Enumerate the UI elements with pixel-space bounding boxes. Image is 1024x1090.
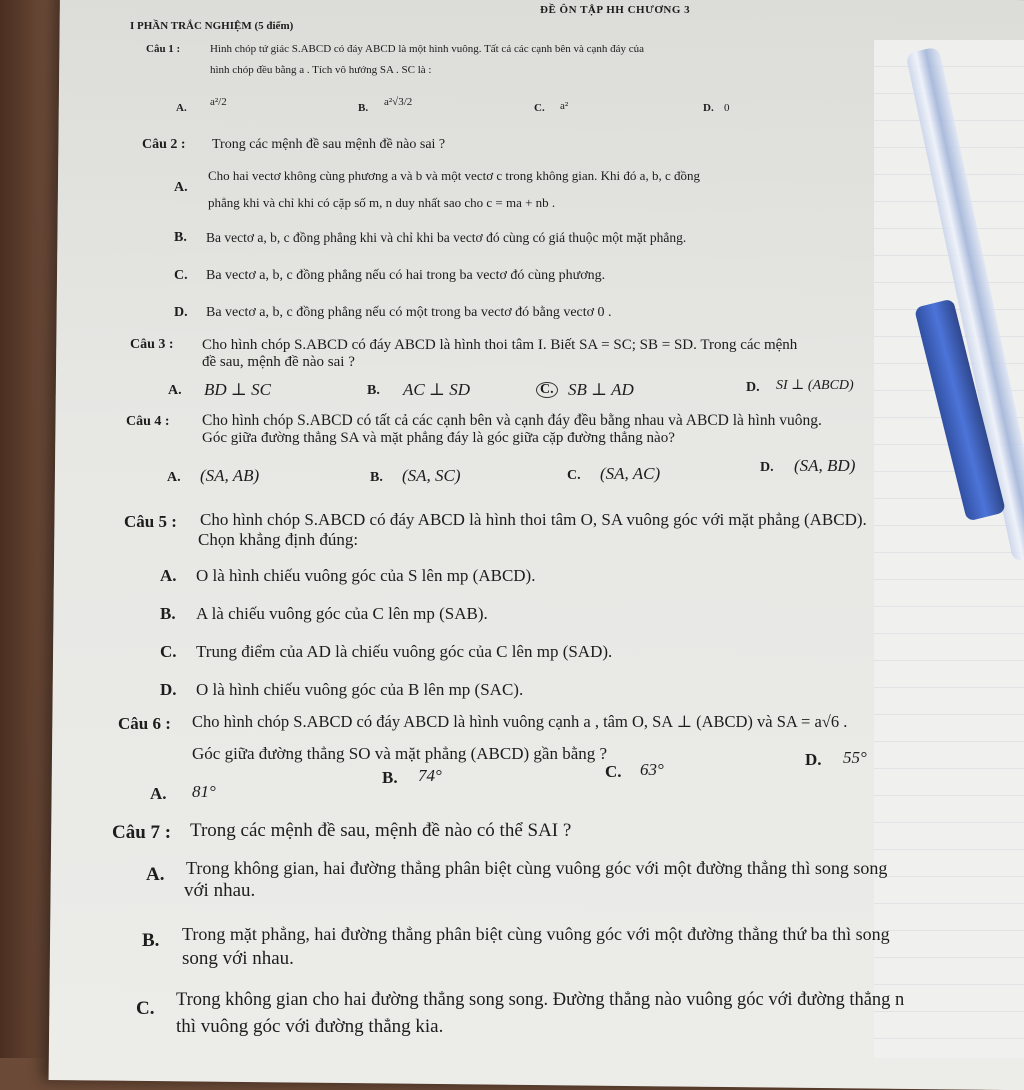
question-4-option-b: (SA, SC) [402,466,461,485]
question-3-option-b: AC ⊥ SD [403,380,470,399]
question-5-text-line-2: Chọn khẳng định đúng: [198,530,359,549]
question-7-label: Câu 7 : [112,822,172,843]
question-7-option-b-line-2: song với nhau. [182,948,294,969]
question-1-option-c-label: C. [534,102,545,114]
question-1-option-d: 0 [724,102,730,114]
question-2-option-a-line-2: phẳng khi và chỉ khi có cặp số m, n duy nhất sao cho c = ma + nb . [208,195,556,210]
question-5-option-b-label: B. [160,604,176,623]
question-4-text-line-1: Cho hình chóp S.ABCD có tất cả các cạnh bên và cạnh đáy đều bằng nhau và ABCD là hình vuông. [202,412,822,429]
question-6-option-d: 55° [843,748,867,767]
question-5-option-c: Trung điểm của AD là chiếu vuông góc của C lên mp (SAD). [196,642,613,661]
question-4-option-d: (SA, BD) [794,456,856,475]
question-4-option-c: (SA, AC) [600,464,661,483]
answer-circle-mark: C. [536,382,558,398]
question-3-option-c: SB ⊥ AD [568,380,634,399]
question-5-option-a-label: A. [160,566,177,585]
question-1-text-line-1: Hình chóp tứ giác S.ABCD có đáy ABCD là một hình vuông. Tất cả các cạnh bên và cạnh đáy của [210,43,645,55]
question-7-option-a-line-2: với nhau. [184,880,256,901]
question-3-text-line-2: đề sau, mệnh đề nào sai ? [202,354,355,370]
question-1-option-d-label: D. [703,102,714,114]
question-2-option-a-line-1: Cho hai vectơ không cùng phương a và b và một vectơ c trong không gian. Khi đó a, b, c đồng [208,168,700,183]
question-1-text-line-2: hình chóp đều bằng a . Tích vô hướng SA . SC là : [210,64,432,76]
question-3-label: Câu 3 : [130,337,174,352]
question-6-option-a-label: A. [150,784,167,803]
question-2-option-b-label: B. [174,230,187,245]
question-2-option-a-label: A. [174,180,188,195]
question-6-option-b-label: B. [382,768,398,787]
question-5-option-c-label: C. [160,642,177,661]
question-2-option-d: Ba vectơ a, b, c đồng phẳng nếu có một trong ba vectơ đó bằng vectơ 0 . [206,305,612,320]
question-7-option-a-label: A. [146,864,165,885]
question-1-option-a: a²/2 [210,96,227,108]
question-1-option-b: a²√3/2 [384,96,413,108]
question-6-option-a: 81° [192,782,216,801]
question-2-text: Trong các mệnh đề sau mệnh đề nào sai ? [212,137,446,152]
question-6-option-c: 63° [640,760,664,779]
question-1-option-b-label: B. [358,102,369,114]
question-1-option-c: a² [560,100,569,112]
question-2-option-c-label: C. [174,268,188,283]
question-4-option-b-label: B. [370,470,383,485]
question-7-option-c-label: C. [136,998,155,1019]
question-3-option-b-label: B. [367,383,380,398]
question-2-option-c: Ba vectơ a, b, c đồng phẳng nếu có hai trong ba vectơ đó cùng phương. [206,268,606,283]
question-2-option-d-label: D. [174,305,188,320]
question-5-option-b: A là chiếu vuông góc của C lên mp (SAB). [196,604,488,623]
question-2-label: Câu 2 : [142,137,186,152]
question-6-option-d-label: D. [805,750,822,769]
page-title: ĐỀ ÔN TẬP HH CHƯƠNG 3 [540,4,691,16]
question-2-option-b: Ba vectơ a, b, c đồng phẳng khi và chỉ khi ba vectơ đó cùng có giá thuộc một mặt phẳng. [206,230,687,245]
question-7-text: Trong các mệnh đề sau, mệnh đề nào có thể SAI ? [190,820,572,841]
question-6-option-b: 74° [418,766,442,785]
question-1-option-a-label: A. [176,102,187,114]
question-3-option-a: BD ⊥ SC [204,380,271,399]
section-title: I PHẦN TRẮC NGHIỆM (5 điểm) [130,20,294,32]
question-7-option-b-line-1: Trong mặt phẳng, hai đường thẳng phân biệt cùng vuông góc với một đường thẳng thứ ba thì song [182,924,890,944]
question-5-option-a: O là hình chiếu vuông góc của S lên mp (ABCD). [196,566,536,585]
question-5-label: Câu 5 : [124,512,177,531]
question-4-option-a: (SA, AB) [200,466,260,485]
question-6-option-c-label: C. [605,762,622,781]
question-6-label: Câu 6 : [118,714,171,733]
question-7-option-a-line-1: Trong không gian, hai đường thẳng phân biệt cùng vuông góc với một đường thẳng thì song song [186,858,888,878]
question-3-text-line-1: Cho hình chóp S.ABCD có đáy ABCD là hình thoi tâm I. Biết SA = SC; SB = SD. Trong các mệnh [202,337,798,353]
question-4-option-a-label: A. [167,470,181,485]
question-3-option-d: SI ⊥ (ABCD) [776,378,854,393]
question-5-option-d: O là hình chiếu vuông góc của B lên mp (SAC). [196,680,524,699]
question-3-option-a-label: A. [168,383,182,398]
question-4-option-d-label: D. [760,460,774,475]
question-3-option-c-label [536,382,558,398]
question-1-label: Câu 1 : [146,43,181,55]
question-4-option-c-label: C. [567,468,581,483]
question-5-text-line-1: Cho hình chóp S.ABCD có đáy ABCD là hình thoi tâm O, SA vuông góc với mặt phẳng (ABCD). [200,510,867,529]
question-4-text-line-2: Góc giữa đường thẳng SA và mặt phẳng đáy là góc giữa cặp đường thẳng nào? [202,430,675,446]
question-6-text-line-1: Cho hình chóp S.ABCD có đáy ABCD là hình vuông cạnh a , tâm O, SA ⊥ (ABCD) và SA = a√6 . [192,712,848,731]
question-7-option-c-line-1: Trong không gian cho hai đường thẳng song song. Đường thẳng nào vuông góc với đường thẳng n [176,990,905,1010]
question-7-option-c-line-2: thì vuông góc với đường thẳng kia. [176,1016,444,1037]
question-6-text-line-2: Góc giữa đường thẳng SO và mặt phẳng (ABCD) gần bằng ? [192,744,608,763]
question-5-option-d-label: D. [160,680,177,699]
question-4-label: Câu 4 : [126,414,170,429]
question-3-option-d-label: D. [746,380,760,395]
question-7-option-b-label: B. [142,930,160,951]
